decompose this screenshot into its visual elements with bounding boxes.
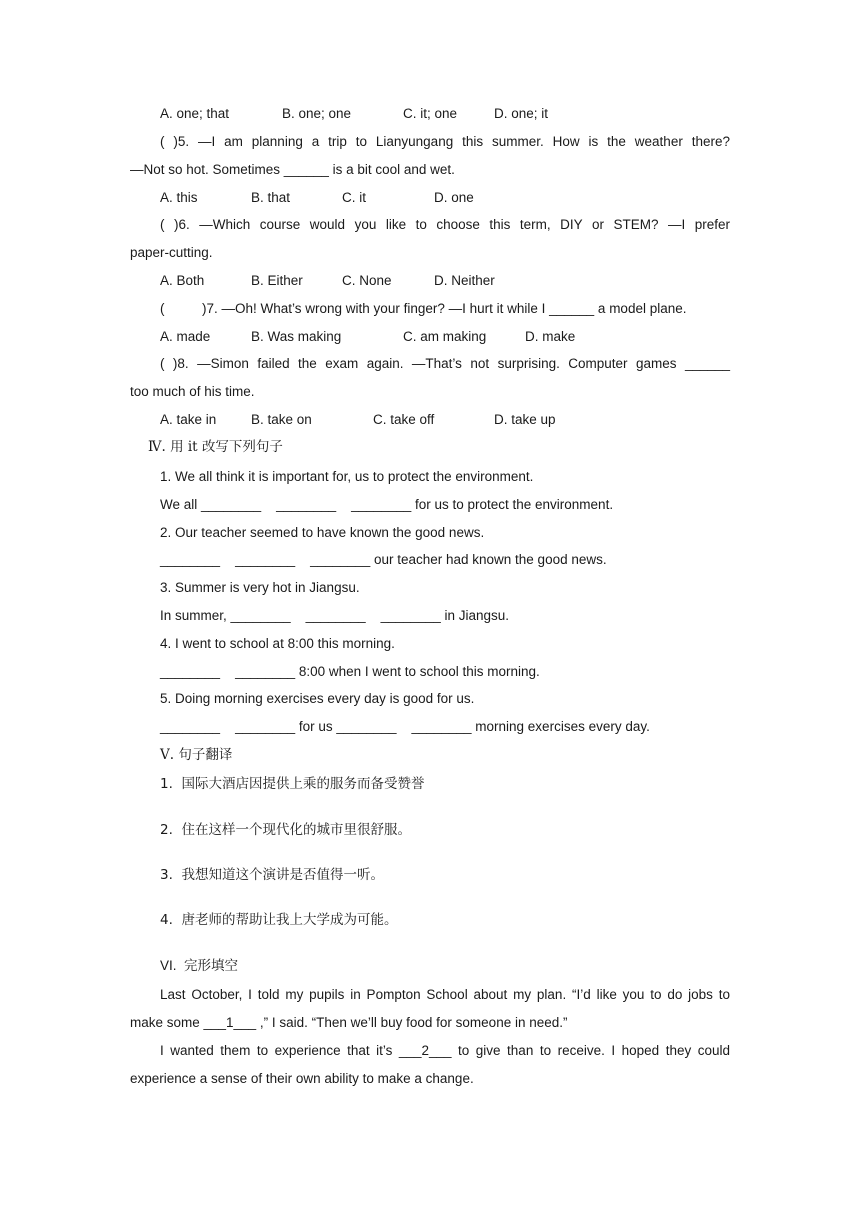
q8-option-d: D. take up bbox=[494, 412, 556, 427]
q4-option-c: C. it; one bbox=[403, 106, 458, 121]
q6-option-b: B. Either bbox=[251, 273, 303, 288]
q6-option-d: D. Neither bbox=[434, 273, 495, 288]
q7-stem-line1: ( )7. —Oh! What’s wrong with your finger? —I hurt it while I ______ a model plane. bbox=[160, 301, 687, 316]
s5-item: 1. 国际大酒店因提供上乘的服务而备受赞誉 bbox=[160, 776, 425, 792]
q7-option-c: C. am making bbox=[403, 329, 487, 344]
section-6-heading: VI. 完形填空 bbox=[160, 958, 239, 973]
q5-option-a: A. this bbox=[160, 190, 198, 205]
s6-paragraph-2-line1: I wanted them to experience that it’s ___2___ to give than to receive. I hoped they could bbox=[160, 1043, 730, 1058]
q7-option-b: B. Was making bbox=[251, 329, 342, 344]
q8-option-b: B. take on bbox=[251, 412, 312, 427]
q8-option-a: A. take in bbox=[160, 412, 217, 427]
s4-line: 5. Doing morning exercises every day is good for us. bbox=[160, 691, 475, 706]
q5-option-b: B. that bbox=[251, 190, 291, 205]
s4-line: ________ ________ ________ our teacher had known the good news. bbox=[160, 552, 607, 567]
s4-line: 3. Summer is very hot in Jiangsu. bbox=[160, 580, 360, 595]
s4-line: 1. We all think it is important for, us to protect the environment. bbox=[160, 469, 534, 484]
q8-option-c: C. take off bbox=[373, 412, 435, 427]
q7-option-a: A. made bbox=[160, 329, 211, 344]
q6-stem-line2: paper-cutting. bbox=[130, 245, 213, 260]
q4-option-d: D. one; it bbox=[494, 106, 549, 121]
q4-option-a: A. one; that bbox=[160, 106, 230, 121]
q6-option-a: A. Both bbox=[160, 273, 205, 288]
s4-line: 4. I went to school at 8:00 this morning. bbox=[160, 636, 395, 651]
section-4-heading: Ⅳ. 用 it 改写下列句子 bbox=[148, 439, 283, 455]
s6-paragraph-1-line1: Last October, I told my pupils in Pompton School about my plan. “I’d like you to do jobs to bbox=[160, 987, 730, 1002]
q4-option-b: B. one; one bbox=[282, 106, 352, 121]
q6-option-c: C. None bbox=[342, 273, 392, 288]
s4-line: 2. Our teacher seemed to have known the good news. bbox=[160, 525, 485, 540]
s5-item: 3. 我想知道这个演讲是否值得一听。 bbox=[160, 867, 384, 883]
s5-item: 4. 唐老师的帮助让我上大学成为可能。 bbox=[160, 912, 398, 928]
q8-stem-line2: too much of his time. bbox=[130, 384, 255, 399]
q5-option-c: C. it bbox=[342, 190, 367, 205]
s6-paragraph-2-line2: experience a sense of their own ability to make a change. bbox=[130, 1071, 474, 1086]
q5-option-d: D. one bbox=[434, 190, 474, 205]
s5-item: 2. 住在这样一个现代化的城市里很舒服。 bbox=[160, 822, 411, 838]
q5-stem-line2: —Not so hot. Sometimes ______ is a bit cool and wet. bbox=[130, 162, 455, 177]
s4-line: We all ________ ________ ________ for us to protect the environment. bbox=[160, 497, 614, 512]
s4-line: In summer, ________ ________ ________ in Jiangsu. bbox=[160, 608, 510, 623]
s4-line: ________ ________ for us ________ ________ morning exercises every day. bbox=[160, 719, 650, 734]
q5-stem-line1: ( )5. —I am planning a trip to Lianyungang this summer. How is the weather there? bbox=[160, 134, 730, 149]
s4-line: ________ ________ 8:00 when I went to school this morning. bbox=[160, 664, 540, 679]
section-5-heading: Ⅴ. 句子翻译 bbox=[160, 747, 233, 763]
q7-option-d: D. make bbox=[525, 329, 576, 344]
q8-stem-line1: ( )8. —Simon failed the exam again. —That’s not surprising. Computer games ______ bbox=[160, 356, 730, 371]
q6-stem-line1: ( )6. —Which course would you like to choose this term, DIY or STEM? —I prefer bbox=[160, 217, 730, 232]
s6-paragraph-1-line2: make some ___1___ ,” I said. “Then we’ll buy food for someone in need.” bbox=[130, 1015, 568, 1030]
